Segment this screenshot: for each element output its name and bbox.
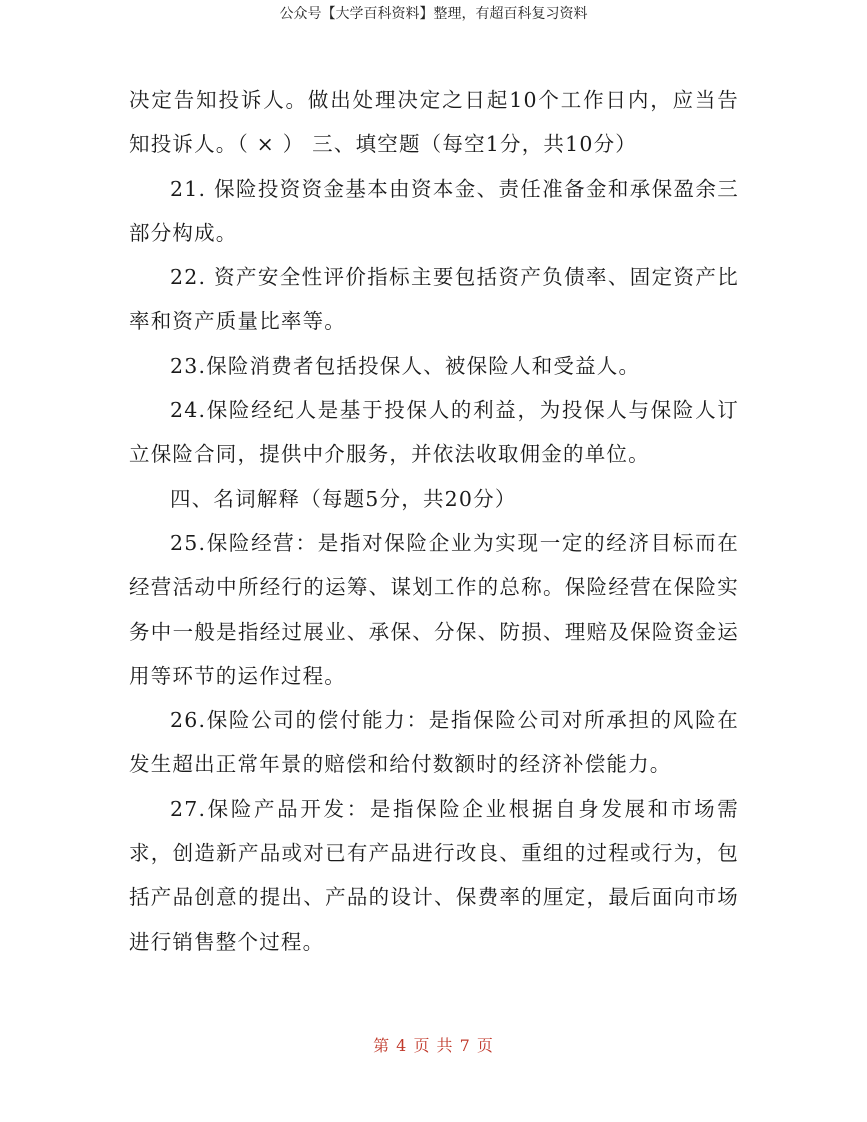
paragraph-item-25: 25.保险经营：是指对保险企业为实现一定的经济目标而在经营活动中所经行的运筹、谋划工作的总称。保险经营在保险实务中一般是指经过展业、承保、分保、防损、理赔及保险资金运用等环节的运作过程。 — [129, 530, 739, 688]
page-header: 公众号【大学百科资料】整理，有超百科复习资料 — [279, 6, 588, 22]
paragraph-continuation: 决定告知投诉人。做出处理决定之日起10个工作日内，应当告知投诉人。（ × ） 三、填空题（每空1分，共10分） — [129, 88, 739, 157]
document-body — [129, 78, 739, 964]
paragraph-item-23: 23.保险消费者包括投保人、被保险人和受益人。 — [170, 353, 641, 378]
paragraph-item-24: 24.保险经纪人是基于投保人的利益，为投保人与保险人订立保险合同，提供中介服务，并依法收取佣金的单位。 — [129, 398, 739, 467]
section-heading-term-explanation: 四、名词解释（每题5分，共20分） — [170, 486, 517, 511]
paragraph-item-26: 26.保险公司的偿付能力：是指保险公司对所承担的风险在发生超出正常年景的赔偿和给付数额时的经济补偿能力。 — [129, 708, 739, 777]
paragraph-item-21: 21. 保险投资资金基本由资本金、责任准备金和承保盈余三部分构成。 — [129, 176, 739, 245]
page-number-footer: 第 4 页 共 7 页 — [373, 1036, 494, 1055]
paragraph-item-27: 27.保险产品开发：是指保险企业根据自身发展和市场需求，创造新产品或对已有产品进行改良、重组的过程或行为，包括产品创意的提出、产品的设计、保费率的厘定，最后面向市场进行销售整个过程。 — [129, 796, 739, 954]
paragraph-item-22: 22. 资产安全性评价指标主要包括资产负债率、固定资产比率和资产质量比率等。 — [129, 265, 739, 334]
